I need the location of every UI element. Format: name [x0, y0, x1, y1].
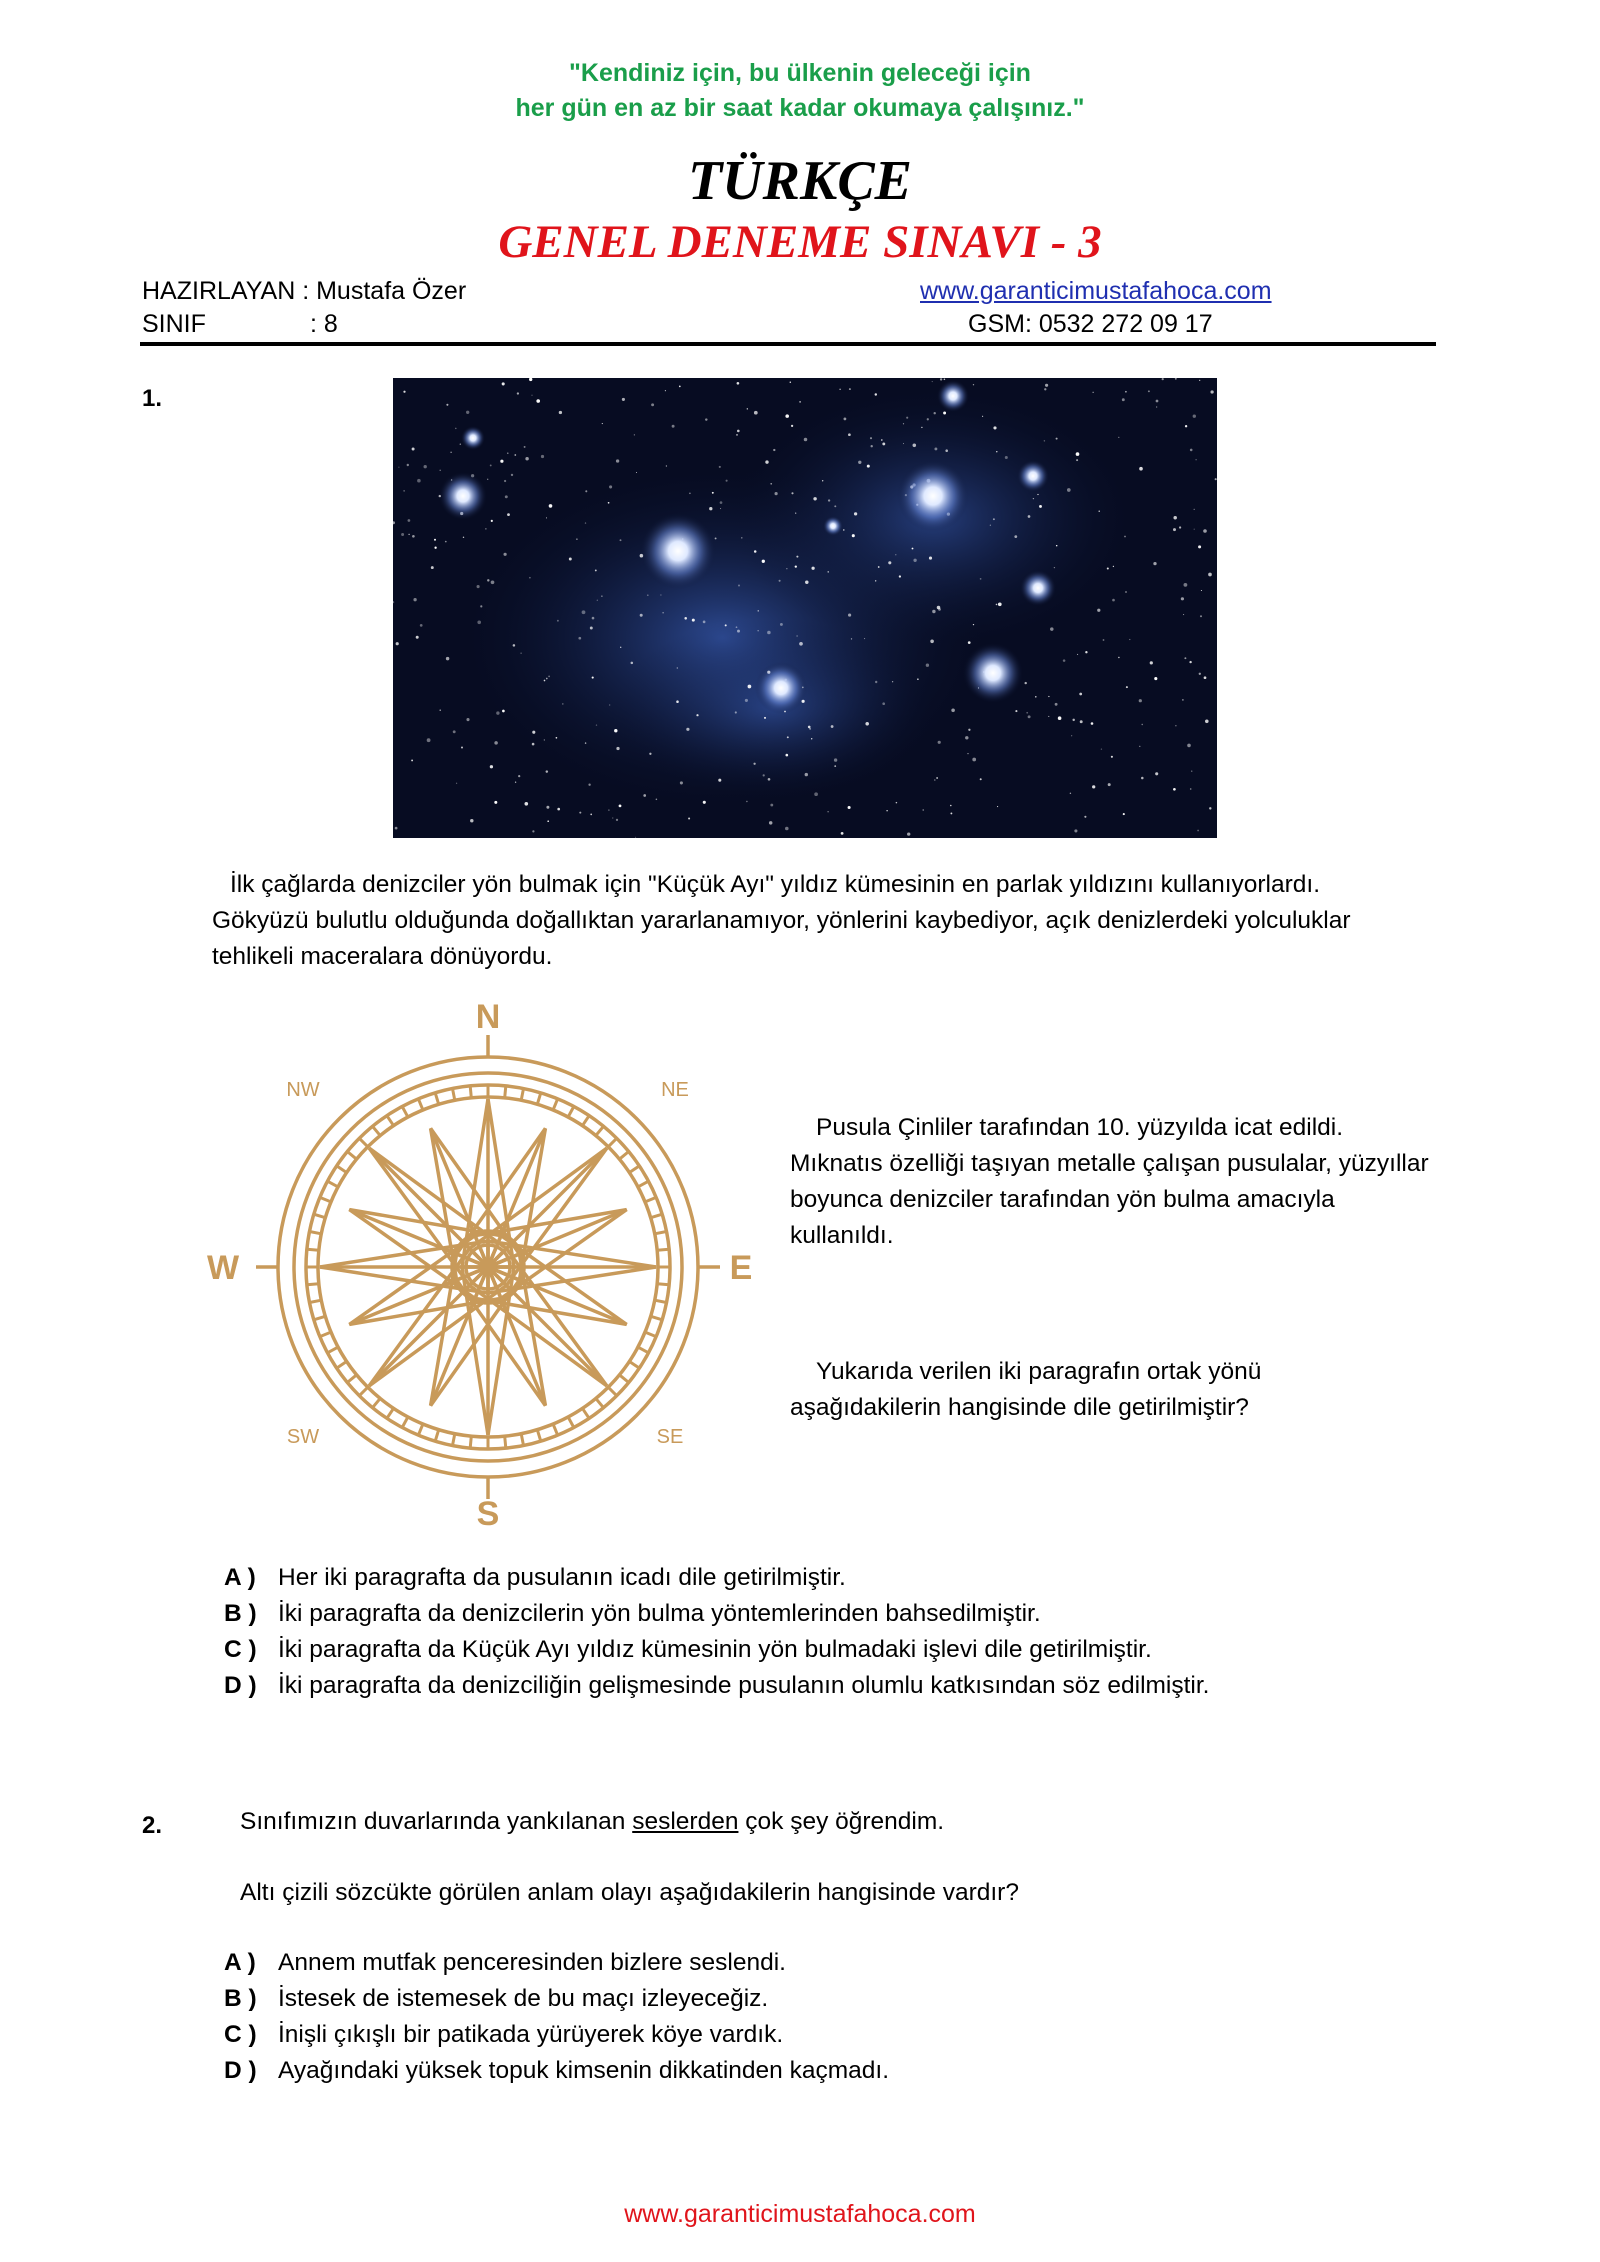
- question-1-option-b[interactable]: [224, 1596, 1424, 1632]
- question-1-option-d[interactable]: [224, 1668, 1424, 1704]
- prepared-by: HAZIRLAYAN : Mustafa Özer: [142, 277, 467, 305]
- option-label: B ): [224, 1985, 257, 2012]
- option-label: C ): [224, 2021, 257, 2048]
- question-2-options: [224, 1945, 1424, 2089]
- compass-ne-label: NE: [661, 1079, 689, 1101]
- question-1-prompt: Yukarıda verilen iki paragrafın ortak yönü aşağıdakilerin hangisinde dile getirilmiştir?: [790, 1358, 1262, 1421]
- option-label: A ): [224, 1564, 256, 1591]
- question-1-paragraph-2: Pusula Çinliler tarafından 10. yüzyılda icat edildi. Mıknatıs özelliği taşıyan metalle çalışan pusulalar, yüzyıllar boyunca denizciler tarafından yön bulma amacıyla kullanıldı.: [790, 1114, 1429, 1249]
- option-text: İki paragrafta da denizciliğin gelişmesinde pusulanın olumlu katkısından söz edilmiştir.: [278, 1672, 1210, 1699]
- compass-s-label: S: [476, 1495, 500, 1533]
- option-text: İnişli çıkışlı bir patikada yürüyerek köye vardık.: [278, 2021, 784, 2048]
- question-1-option-a[interactable]: [224, 1560, 1424, 1596]
- question-1-paragraph-1: İlk çağlarda denizciler yön bulmak için "Küçük Ayı" yıldız kümesinin en parlak yıldızını kullanıyorlardı. Gökyüzü bulutlu olduğunda doğallıktan yararlanamıyor, yönlerini kaybediyor, açık denizlerdeki yolculuklar tehlikeli maceralara dönüyordu.: [212, 871, 1351, 970]
- option-text: Annem mutfak penceresinden bizlere seslendi.: [278, 1949, 786, 1976]
- motto-line-2: her gün en az bir saat kadar okumaya çalışınız.": [515, 94, 1085, 122]
- compass-se-label: SE: [656, 1426, 684, 1448]
- question-2-option-d[interactable]: [224, 2053, 1424, 2089]
- option-text: Ayağındaki yüksek topuk kimsenin dikkatinden kaçmadı.: [278, 2057, 890, 2084]
- sentence-after: çok şey öğrendim.: [738, 1808, 945, 1835]
- compass-nw-label: NW: [286, 1079, 320, 1101]
- star-cluster-image: [393, 378, 1217, 838]
- compass-n-label: N: [475, 998, 501, 1036]
- underlined-word: seslerden: [632, 1808, 739, 1835]
- question-2-number: 2.: [142, 1812, 163, 1839]
- option-text: İki paragrafta da Küçük Ayı yıldız kümesinin yön bulmadaki işlevi dile getirilmiştir.: [278, 1636, 1152, 1663]
- header-website-link[interactable]: www.garanticimustafahoca.com: [920, 277, 1272, 305]
- sentence-before: Sınıfımızın duvarlarında yankılanan: [240, 1808, 633, 1835]
- question-2-option-b[interactable]: [224, 1981, 1424, 2017]
- option-label: B ): [224, 1600, 257, 1627]
- option-text: İki paragrafta da denizcilerin yön bulma yöntemlerinden bahsedilmiştir.: [278, 1600, 1041, 1627]
- option-text: Her iki paragrafta da pusulanın icadı dile getirilmiştir.: [278, 1564, 846, 1591]
- option-label: D ): [224, 2057, 257, 2084]
- class-label: SINIF: [142, 310, 206, 338]
- class-value: : 8: [310, 310, 338, 338]
- compass-rose-image: [205, 995, 765, 1535]
- option-text: İstesek de istemesek de bu maçı izleyeceğiz.: [278, 1985, 769, 2012]
- question-2-option-c[interactable]: [224, 2017, 1424, 2053]
- question-2-prompt: Altı çizili sözcükte görülen anlam olayı aşağıdakilerin hangisinde vardır?: [240, 1879, 1019, 1906]
- footer-website[interactable]: www.garanticimustafahoca.com: [624, 2200, 976, 2228]
- option-label: C ): [224, 1636, 257, 1663]
- motto-line-1: "Kendiniz için, bu ülkenin geleceği için: [569, 59, 1031, 87]
- compass-e-label: E: [729, 1249, 753, 1287]
- question-1-option-c[interactable]: [224, 1632, 1424, 1668]
- compass-sw-label: SW: [286, 1426, 320, 1448]
- gsm-number: GSM: 0532 272 09 17: [968, 310, 1213, 338]
- option-label: D ): [224, 1672, 257, 1699]
- question-1-options: [224, 1560, 1424, 1704]
- question-2-sentence: [240, 1804, 1390, 1840]
- exam-subtitle: GENEL DENEME SINAVI - 3: [498, 216, 1102, 268]
- question-1-number: 1.: [142, 385, 163, 412]
- page-title: TÜRKÇE: [687, 150, 913, 212]
- compass-w-label: W: [206, 1249, 240, 1287]
- option-label: A ): [224, 1949, 256, 1976]
- header-divider: [140, 342, 1436, 346]
- question-2-option-a[interactable]: [224, 1945, 1424, 1981]
